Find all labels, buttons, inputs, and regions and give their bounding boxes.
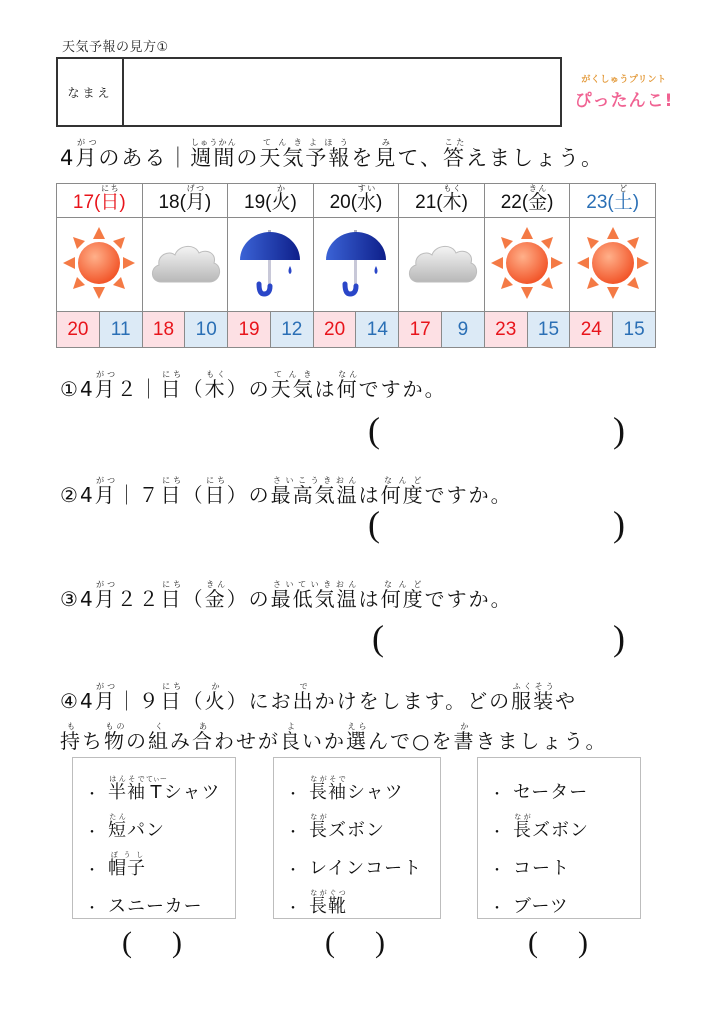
question-4-line-2: 持もち物ものの組くみ合あわせが良よいか選えらんで○を書かきましょう。 — [60, 722, 608, 753]
bullet-icon: ・ — [490, 825, 505, 841]
furigana-word: Tてぃー — [146, 775, 167, 803]
day-header-row — [57, 184, 656, 218]
choice-label: 半袖はんそでTてぃーシャツ — [108, 775, 221, 803]
weather-cell-cloudy — [399, 218, 485, 312]
furigana-word: 火か — [204, 682, 227, 713]
furigana-word: 組く — [148, 722, 170, 753]
bullet-icon: ・ — [85, 901, 100, 917]
high-temperature: 24 — [570, 312, 613, 348]
day-weekday: (水すい) — [350, 184, 383, 213]
choice-label: セーター — [513, 782, 589, 803]
bullet-icon: ・ — [85, 863, 100, 879]
answer-3-close-paren: ) — [613, 618, 625, 658]
furigana-word: 持も — [60, 722, 82, 753]
day-date: 17 — [72, 192, 95, 213]
low-temperature: 15 — [527, 312, 570, 348]
furigana-word: 月がつ — [94, 682, 117, 713]
furigana-word: 何度なんど — [380, 476, 425, 507]
furigana-word: 日にち — [160, 370, 183, 401]
answer-2-open-paren: ( — [368, 504, 380, 544]
question-1-text: 4月がつ２｜日にち（木もく）の天気てんきは何なんですか。 — [79, 370, 447, 401]
furigana-word: 月げつ — [185, 184, 205, 213]
name-box — [56, 57, 562, 127]
choice-item — [490, 880, 640, 918]
umbrella-icon — [238, 283, 302, 302]
furigana-word: 長なが — [513, 813, 532, 841]
bullet-icon: ・ — [490, 787, 505, 803]
day-header — [484, 184, 570, 218]
furigana-word: 服装ふくそう — [511, 682, 556, 713]
furigana-word: 書か — [453, 722, 476, 753]
furigana-word: 天気予報てんきよほう — [259, 138, 352, 170]
answer-3-open-paren: ( — [372, 618, 384, 658]
name-field[interactable] — [124, 59, 560, 125]
choice-item — [85, 880, 235, 918]
furigana-word: 天気てんき — [270, 370, 315, 401]
low-temperature: 15 — [613, 312, 656, 348]
answer-2-field[interactable] — [392, 508, 612, 546]
low-temperature: 10 — [185, 312, 228, 348]
bullet-icon: ・ — [286, 825, 301, 841]
choice-item — [85, 842, 235, 880]
day-date: 18 — [158, 192, 180, 213]
bullet-icon: ・ — [490, 901, 505, 917]
choice-label: スニーカー — [108, 896, 203, 917]
weather-cell-rainy — [313, 218, 399, 312]
furigana-word: 長靴ながぐつ — [309, 889, 347, 917]
choice-3-answer-field[interactable] — [544, 930, 578, 962]
day-header — [142, 184, 228, 218]
choice-label — [309, 889, 347, 918]
choice-1-open-paren: ( — [122, 926, 132, 959]
choice-item — [490, 766, 640, 804]
choice-label: ブーツ — [513, 896, 569, 917]
answer-3-field[interactable] — [396, 622, 612, 660]
high-temperature: 17 — [399, 312, 442, 348]
choice-item — [286, 766, 440, 804]
question-2-text: 4月がつ｜７日にち（日にち）の最高気温さいこうきおんは何度なんどですか。 — [79, 476, 513, 507]
answer-1-close-paren: ) — [613, 410, 625, 450]
question-2-number: ② — [60, 483, 80, 507]
furigana-word: 月がつ — [94, 476, 117, 507]
day-header — [399, 184, 485, 218]
worksheet-title: 天気予報の見方① — [62, 40, 169, 55]
furigana-word: 何度なんど — [380, 580, 425, 611]
day-header — [57, 184, 143, 218]
bullet-icon: ・ — [85, 787, 100, 803]
furigana-word: 木もく — [442, 184, 462, 213]
furigana-word: 日にち — [160, 580, 183, 611]
high-temperature: 18 — [142, 312, 185, 348]
weather-cell-sunny — [570, 218, 656, 312]
question-3-number: ③ — [60, 587, 80, 611]
choice-label: 短たんパン — [108, 813, 165, 841]
choice-2-answer-field[interactable] — [341, 930, 375, 962]
furigana-word: 月がつ — [94, 580, 117, 611]
choice-1-close-paren: ) — [172, 926, 182, 959]
logo — [574, 72, 674, 111]
furigana-word: 出で — [292, 682, 315, 713]
furigana-word: 日にち — [160, 476, 183, 507]
day-weekday: (月げつ) — [179, 184, 212, 213]
weather-cell-sunny — [57, 218, 143, 312]
day-date: 23 — [586, 192, 608, 213]
day-date: 22 — [500, 192, 522, 213]
furigana-word: 土ど — [613, 184, 633, 213]
choice-label: 長袖ながそでシャツ — [309, 775, 404, 803]
choice-item — [286, 842, 440, 880]
furigana-word: 月がつ — [94, 370, 117, 401]
choice-label: コート — [513, 858, 570, 879]
bullet-icon: ・ — [490, 863, 505, 879]
weather-cell-sunny — [484, 218, 570, 312]
furigana-word: 半袖はんそで — [108, 775, 146, 803]
instruction-text: 4月がつのある｜週間しゅうかんの天気予報てんきよほうを見みて、答こたえましょう。 — [60, 138, 604, 170]
bullet-icon: ・ — [286, 787, 301, 803]
day-header — [313, 184, 399, 218]
question-1 — [60, 370, 447, 399]
day-date: 19 — [244, 192, 266, 213]
furigana-word: 日にち — [204, 476, 227, 507]
weather-icon-row — [57, 218, 656, 312]
answer-1-open-paren: ( — [368, 410, 380, 450]
choice-item — [85, 766, 235, 804]
day-header — [228, 184, 314, 218]
day-date: 21 — [415, 192, 437, 213]
low-temperature: 9 — [442, 312, 485, 348]
temperature-row — [57, 312, 656, 348]
choice-box-2 — [273, 757, 441, 919]
low-temperature: 12 — [270, 312, 313, 348]
choice-label: 長ながズボン — [309, 813, 385, 841]
furigana-word: 最高気温さいこうきおん — [270, 476, 359, 507]
high-temperature: 20 — [57, 312, 100, 348]
choice-1-answer-field[interactable] — [138, 930, 172, 962]
cloud-icon — [147, 273, 223, 292]
question-3-text: 4月がつ２２日にち（金きん）の最低気温さいていきおんは何度なんどですか。 — [79, 580, 513, 611]
umbrella-icon — [324, 283, 388, 302]
day-date: 20 — [329, 192, 351, 213]
answer-2-close-paren: ) — [613, 504, 625, 544]
choice-item — [490, 842, 640, 880]
sun-icon — [489, 286, 565, 305]
bullet-icon: ・ — [286, 901, 301, 917]
high-temperature: 23 — [484, 312, 527, 348]
bullet-icon: ・ — [286, 863, 301, 879]
low-temperature: 14 — [356, 312, 399, 348]
furigana-word: 帽子ぼうし — [108, 851, 146, 879]
furigana-word: 木もく — [204, 370, 227, 401]
furigana-word: 日にち — [100, 184, 120, 213]
choice-label: 長ながズボン — [513, 813, 589, 841]
choice-label: レインコート — [309, 858, 423, 879]
choice-2-close-paren: ) — [375, 926, 385, 959]
furigana-word: 週間しゅうかん — [190, 138, 237, 170]
furigana-word: 物もの — [104, 722, 126, 753]
weather-forecast-table — [56, 183, 656, 348]
furigana-word: 良よ — [280, 722, 302, 753]
low-temperature: 11 — [99, 312, 142, 348]
weather-cell-cloudy — [142, 218, 228, 312]
day-weekday: (火か) — [265, 184, 297, 213]
choice-label — [108, 851, 146, 880]
furigana-word: 月がつ — [75, 138, 99, 170]
furigana-word: 長なが — [309, 813, 328, 841]
sun-icon — [575, 286, 651, 305]
furigana-word: 最低気温さいていきおん — [270, 580, 359, 611]
furigana-word: 金きん — [204, 580, 227, 611]
day-weekday: (金きん) — [521, 184, 554, 213]
furigana-word: 金きん — [528, 184, 548, 213]
furigana-word: 短たん — [108, 813, 127, 841]
choice-box-1 — [72, 757, 236, 919]
choice-2-open-paren: ( — [325, 926, 335, 959]
choice-item — [286, 804, 440, 842]
furigana-word: 何なん — [336, 370, 359, 401]
question-4-text-1: 4月がつ｜９日にち（火か）にお出でかけをします。どの服装ふくそうや — [79, 682, 578, 713]
choice-box-3 — [477, 757, 641, 919]
furigana-word: 合あ — [192, 722, 214, 753]
day-weekday: (木もく) — [436, 184, 468, 213]
logo-title: ぴったんこ! — [574, 91, 674, 111]
choice-item — [286, 880, 440, 918]
question-1-number: ① — [60, 377, 80, 401]
furigana-word: 日にち — [160, 682, 183, 713]
choice-item — [85, 804, 235, 842]
furigana-word: 見み — [374, 138, 398, 170]
question-3 — [60, 580, 513, 609]
furigana-word: 火か — [271, 184, 291, 213]
day-weekday: (土ど) — [607, 184, 640, 213]
choice-3-close-paren: ) — [578, 926, 588, 959]
day-header — [570, 184, 656, 218]
weather-cell-rainy — [228, 218, 314, 312]
answer-1-field[interactable] — [392, 414, 612, 452]
bullet-icon: ・ — [85, 825, 100, 841]
choice-item — [490, 804, 640, 842]
furigana-word: 選えら — [346, 722, 368, 753]
logo-subtitle: がくしゅうプリント — [581, 75, 667, 85]
furigana-word: 水すい — [357, 184, 377, 213]
cloud-icon — [404, 273, 480, 292]
name-label: なまえ — [58, 59, 124, 125]
furigana-word: 答こた — [442, 138, 466, 170]
high-temperature: 19 — [228, 312, 271, 348]
question-4-line-1 — [60, 682, 577, 711]
high-temperature: 20 — [313, 312, 356, 348]
sun-icon — [61, 286, 137, 305]
furigana-word: 長袖ながそで — [309, 775, 347, 803]
choice-3-open-paren: ( — [528, 926, 538, 959]
day-weekday: (日にち) — [94, 184, 126, 213]
question-4-number: ④ — [60, 689, 80, 713]
question-2 — [60, 476, 513, 505]
